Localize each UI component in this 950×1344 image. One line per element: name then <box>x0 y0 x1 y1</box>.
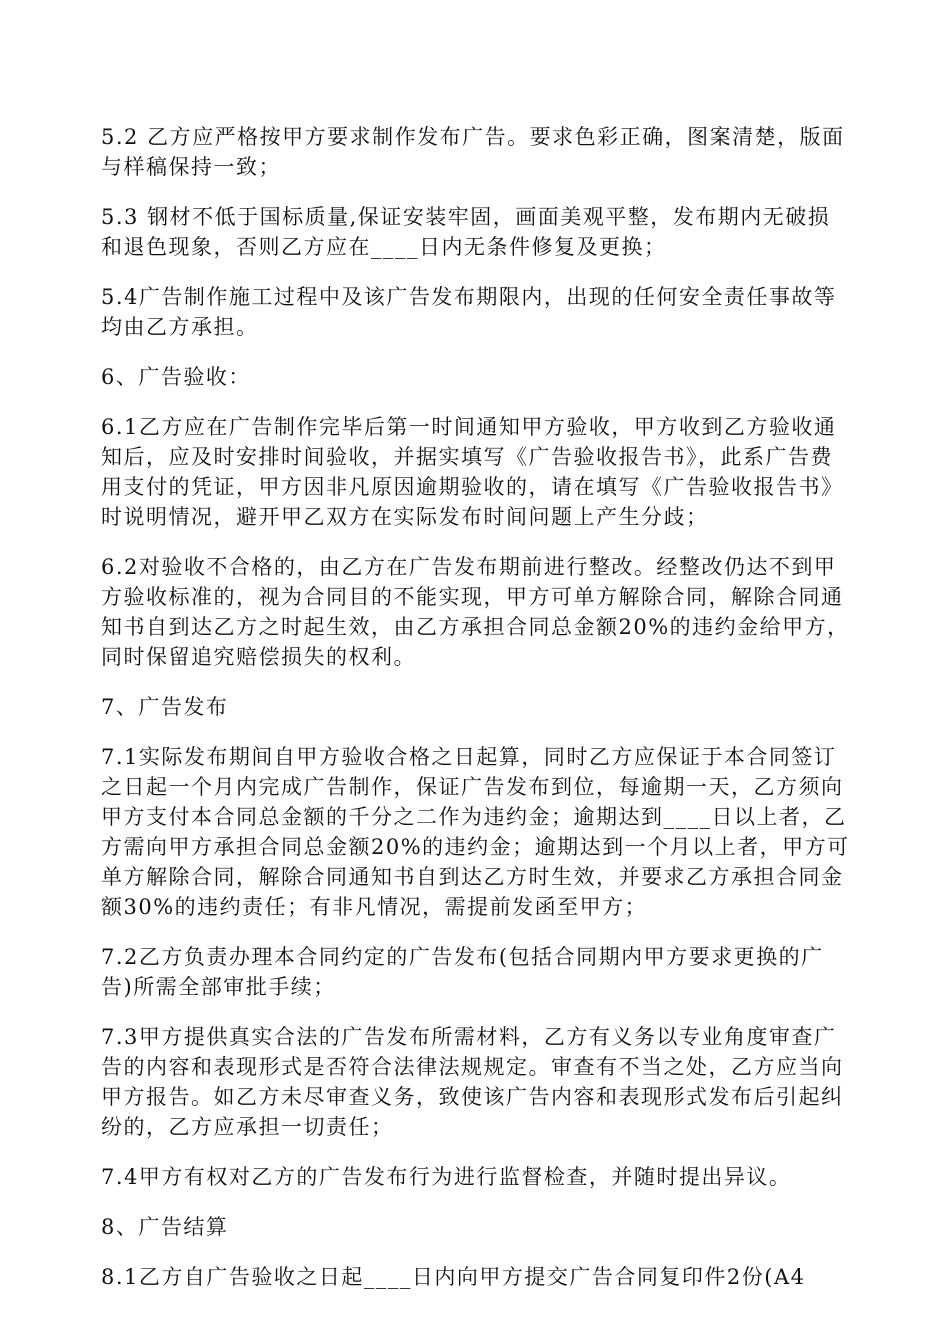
clause-6-1: 6.1乙方应在广告制作完毕后第一时间通知甲方验收，甲方收到乙方验收通知后，应及时安排时间验收，并据实填写《广告验收报告书》，此系广告费用支付的凭证，甲方因非凡原因逾期验收的，请在填写《广告验收报告书》时说明情况，避开甲乙双方在实际发布时间问题上产生分歧； <box>101 415 844 529</box>
section-8-heading: 8、广告结算 <box>101 1215 229 1239</box>
section-6-heading: 6、广告验收： <box>101 365 251 389</box>
document-body <box>101 122 851 1312</box>
clause-6-2: 6.2对验收不合格的，由乙方在广告发布期前进行整改。经整改仍达不到甲方验收标准的，视为合同目的不能实现，甲方可单方解除合同，解除合同通知书自到达乙方之时起生效，由乙方承担合同总金额20%的违约金给甲方，同时保留追究赔偿损失的权利。 <box>101 555 850 669</box>
clause-5-3: 5.3 钢材不低于国标质量,保证安装牢固，画面美观平整，发布期内无破损和退色现象，否则乙方应在____日内无条件修复及更换； <box>101 205 831 259</box>
section-7-heading: 7、广告发布 <box>101 695 229 719</box>
clause-8-1: 8.1乙方自广告验收之日起____日内向甲方提交广告合同复印件2份(A4 <box>101 1265 806 1289</box>
clause-7-3: 7.3甲方提供真实合法的广告发布所需材料，乙方有义务以专业角度审查广告的内容和表现形式是否符合法律法规规定。审查有不当之处，乙方应当向甲方报告。如乙方未尽审查义务，致使该广告内容和表现形式发布后引起纠纷的，乙方应承担一切责任； <box>101 1025 844 1139</box>
clause-7-4: 7.4甲方有权对乙方的广告发布行为进行监督检查，并随时提出异议。 <box>101 1165 792 1189</box>
clause-7-2: 7.2乙方负责办理本合同约定的广告发布(包括合同期内甲方要求更换的广告)所需全部审批手续； <box>101 945 824 999</box>
clause-5-2: 5.2 乙方应严格按甲方要求制作发布广告。要求色彩正确，图案清楚，版面与样稿保持一致； <box>101 125 845 179</box>
clause-5-4: 5.4广告制作施工过程中及该广告发布期限内，出现的任何安全责任事故等均由乙方承担。 <box>101 285 837 339</box>
clause-7-1: 7.1实际发布期间自甲方验收合格之日起算，同时乙方应保证于本合同签订之日起一个月内完成广告制作，保证广告发布到位，每逾期一天，乙方须向甲方支付本合同总金额的千分之二作为违约金；逾期达到____日以上者，乙方需向甲方承担合同总金额20%的违约金；逾期达到一个月以上者，甲方可单方解除合同，解除合同通知书自到达乙方时生效，并要求乙方承担合同金额30%的违约责任；有非凡情况，需提前发函至甲方； <box>101 745 850 919</box>
